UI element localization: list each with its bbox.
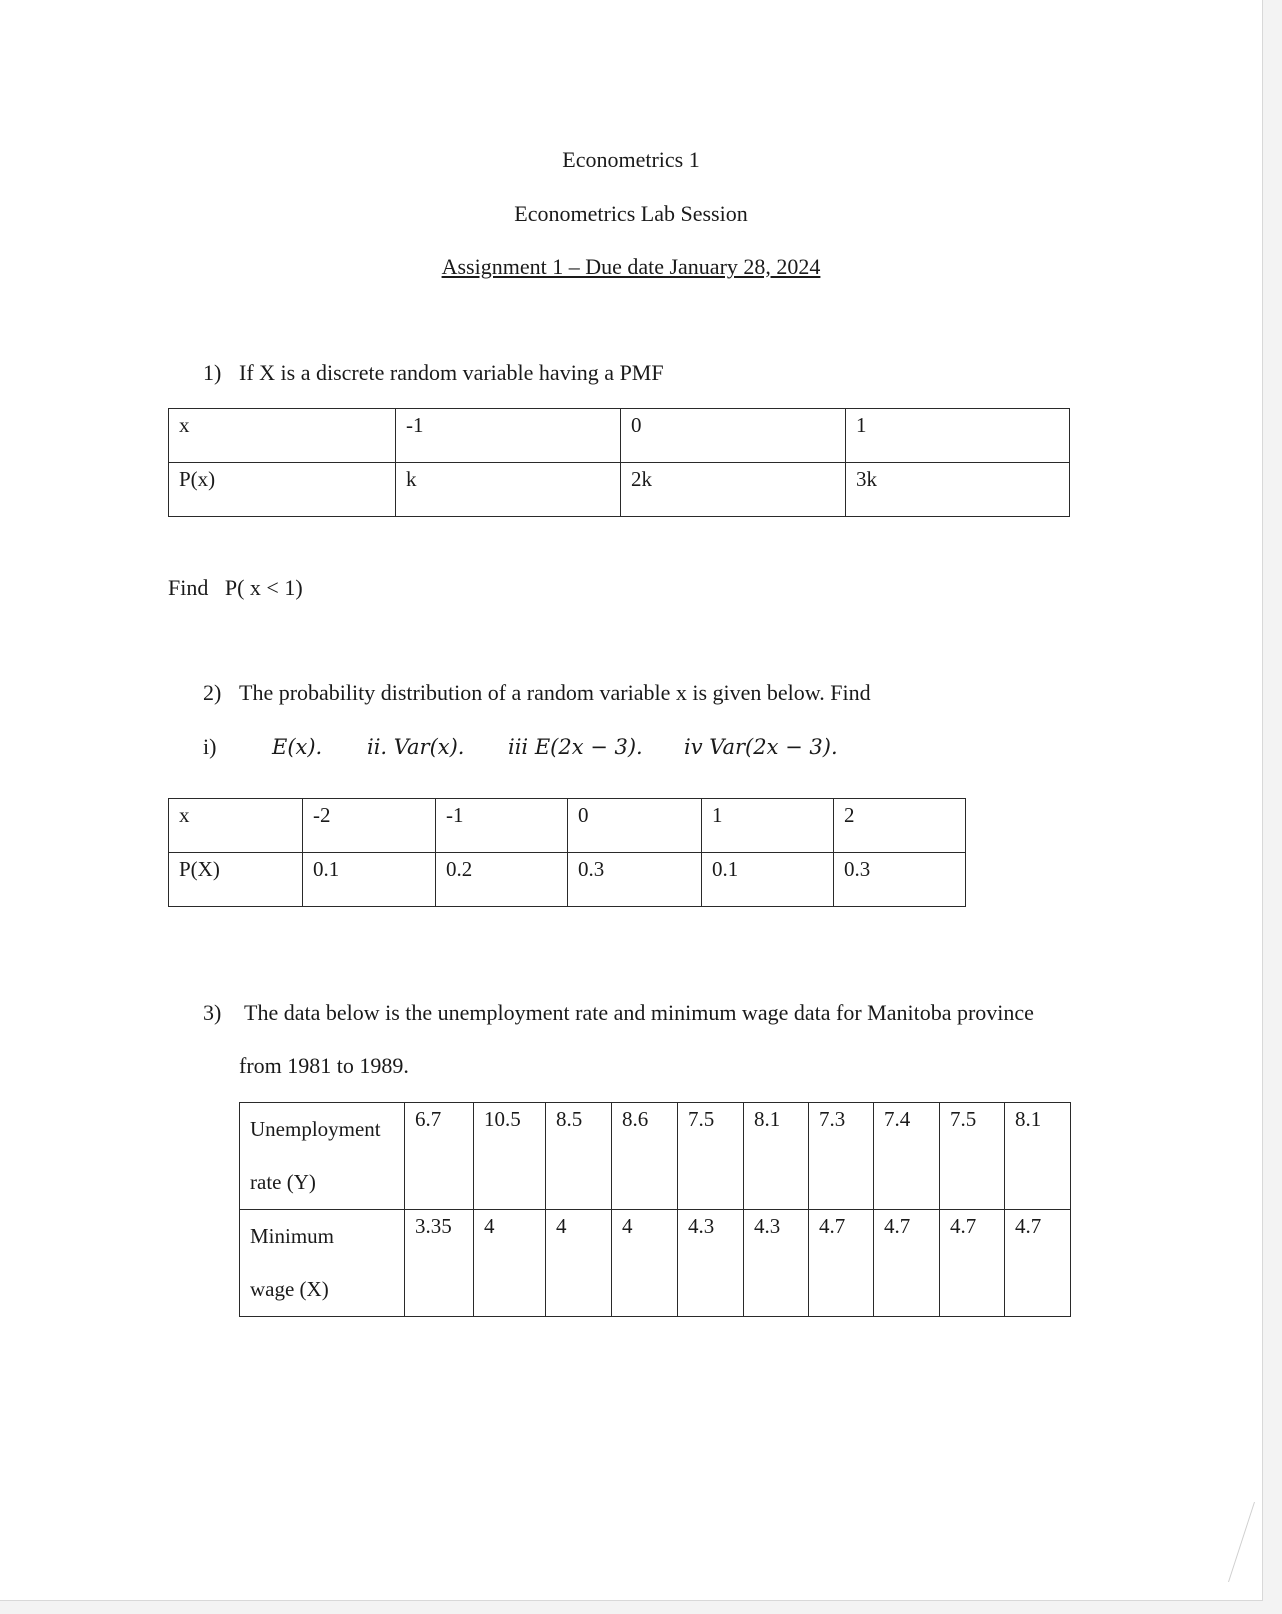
q3-cell: 10.5 [474,1103,546,1210]
q3-label-line: Minimum [250,1224,335,1248]
q3-cell: 3.35 [405,1210,474,1317]
q2-cell: 0.3 [568,853,702,907]
assignment-title-text: Assignment 1 – Due date January 28, 2024 [441,254,821,279]
q2-part-2: ii. Var(x). [367,735,465,759]
q3-cell: 8.5 [546,1103,612,1210]
q3-cell: 4 [546,1210,612,1317]
q3-cell: 4.7 [1005,1210,1071,1317]
q2-cell: -1 [436,799,568,853]
q2-cell: -2 [303,799,436,853]
q1-table-row [169,463,1070,517]
q2-number: 2) [203,680,222,705]
q3-cell: 4 [612,1210,678,1317]
q3-label-line: rate (Y) [250,1170,316,1194]
q2-cell: P(X) [169,853,303,907]
q3-cell: 8.1 [1005,1103,1071,1210]
q1-cell: -1 [396,409,621,463]
q3-cell: 8.6 [612,1103,678,1210]
q3-text-line2: from 1981 to 1989. [239,1053,409,1078]
q1-cell: P(x) [169,463,396,517]
q1-cell: k [396,463,621,517]
q3-cell: 7.5 [678,1103,744,1210]
q2-sub-number: i) [203,734,217,759]
q2-cell: 0 [568,799,702,853]
q3-cell: 4 [474,1210,546,1317]
q2-cell: 0.3 [834,853,966,907]
course-title: Econometrics 1 [562,147,700,172]
q3-label-line: wage (X) [250,1277,329,1301]
page-fold-line [1198,1502,1255,1582]
session-title: Econometrics Lab Session [514,201,748,226]
q2-cell: x [169,799,303,853]
q1-cell: 2k [621,463,846,517]
q2-cell: 0.1 [303,853,436,907]
q3-text-line1: The data below is the unemployment rate and minimum wage data for Manitoba province [244,1000,1034,1025]
q1-text: If X is a discrete random variable having a PMF [239,360,664,385]
q3-data-table [239,1102,1071,1317]
q3-number: 3) [203,1000,222,1025]
q3-label-line: Unemployment [250,1117,381,1141]
q2-table-row [169,853,966,907]
q3-cell: 7.4 [874,1103,940,1210]
q1-cell: 3k [846,463,1070,517]
q2-part-3: iii E(2x − 3). [508,735,643,759]
q3-cell: 4.7 [874,1210,940,1317]
q3-row-unemployment [240,1103,1071,1210]
q3-cell: 4.7 [809,1210,874,1317]
q3-cell: 4.3 [678,1210,744,1317]
q1-cell: x [169,409,396,463]
q1-find: Find P( x < 1) [168,575,303,600]
q3-cell: 4.3 [744,1210,809,1317]
q3-row-minimum-wage [240,1210,1071,1317]
q3-row-label [240,1103,405,1210]
q1-table-row [169,409,1070,463]
q3-cell: 7.3 [809,1103,874,1210]
q2-part-4: iv Var(2x − 3). [684,735,838,759]
assignment-title [0,254,1262,280]
q1-pmf-table [168,408,1070,517]
q2-cell: 2 [834,799,966,853]
q3-cell: 6.7 [405,1103,474,1210]
q3-row-label [240,1210,405,1317]
q3-cell: 8.1 [744,1103,809,1210]
q2-text: The probability distribution of a random variable x is given below. Find [239,680,871,705]
q3-cell: 4.7 [940,1210,1005,1317]
q2-cell: 1 [702,799,834,853]
q1-cell: 1 [846,409,1070,463]
q2-part-1: E(x). [272,735,323,759]
q2-cell: 0.2 [436,853,568,907]
q1-number: 1) [203,360,222,385]
q2-table-row [169,799,966,853]
q2-distribution-table [168,798,966,907]
q3-cell: 7.5 [940,1103,1005,1210]
q2-cell: 0.1 [702,853,834,907]
q1-cell: 0 [621,409,846,463]
